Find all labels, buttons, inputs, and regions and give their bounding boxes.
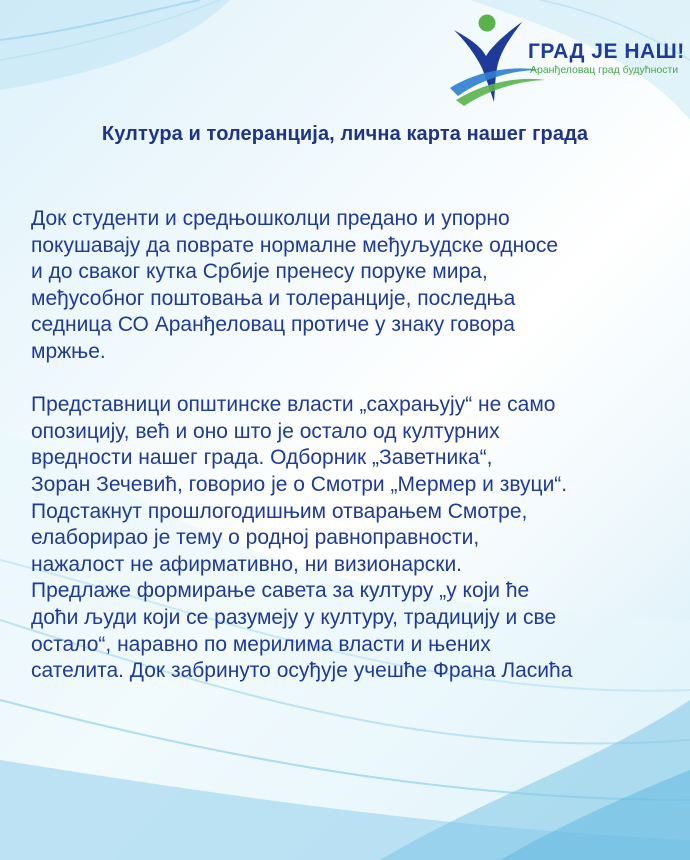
- text-line: Представници општинске власти „сахрањују“ не само: [31, 393, 556, 417]
- text-line: опозицију, већ и оно што је остало од културних: [31, 419, 500, 443]
- text-line: међусобног поштовања и толеранције, последња: [31, 286, 516, 310]
- page-title: Култура и толеранција, лична карта нашег града: [101, 123, 589, 145]
- paragraph-2: [31, 392, 681, 685]
- text-line: покушавају да поврате нормалне међуљудске односе: [31, 233, 559, 257]
- text-line: Предлаже формирање савета за културу „у који ће: [31, 579, 530, 603]
- text-line: остало“, наравно по мерилима власти и њених: [31, 632, 491, 656]
- brand-tagline: Аранђеловац град будућности: [530, 64, 679, 76]
- text-line: нажалост не афирмативно, ни визионарски.: [31, 552, 463, 576]
- text-line: Док студенти и средњошколци предано и упорно: [31, 207, 510, 230]
- text-line: и до сваког кутка Србије пренесу поруке мира,: [31, 260, 488, 284]
- text-line: Подстакнут прошлогодишњим отварањем Смотре,: [31, 499, 528, 523]
- text-line: елаборирао је тему о родној равноправности,: [31, 526, 480, 550]
- article-body: [31, 206, 681, 685]
- text-line: Зоран Зечевић, говорио је о Смотри „Мермер и звуци“.: [31, 472, 568, 496]
- logo-head: [479, 15, 496, 32]
- text-line: сателита. Док забринуто осуђује учешће Франа Ласића: [31, 659, 573, 683]
- brand-name: ГРАД ЈЕ НАШ!: [528, 40, 685, 63]
- text-line: вредности нашег града. Одборник „Заветника“,: [31, 446, 493, 470]
- text-line: доћи људи који се разумеју у културу, традицију и све: [31, 605, 557, 629]
- paragraph-1: [31, 206, 681, 366]
- text-line: седница СО Аранђеловац протиче у знаку говора: [31, 313, 515, 337]
- text-line: мржње.: [31, 339, 106, 363]
